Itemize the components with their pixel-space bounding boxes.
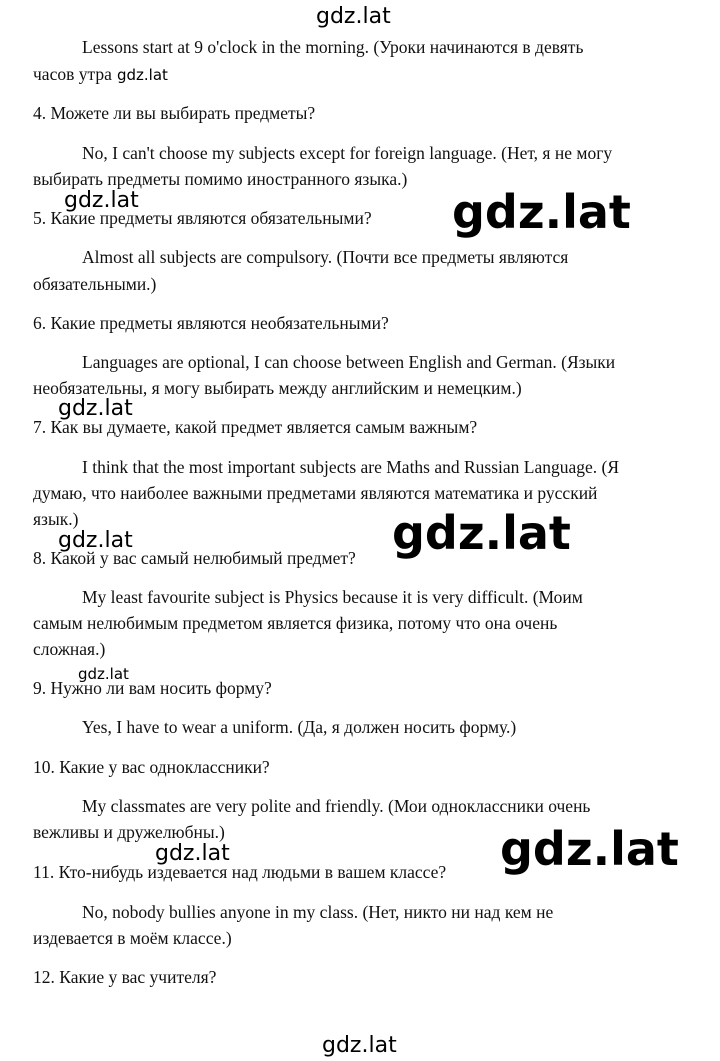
- inline-watermark: gdz.lat: [58, 396, 133, 421]
- large-watermark: gdz.lat: [452, 185, 631, 239]
- answer-line: вежливы и дружелюбны.): [33, 822, 225, 842]
- large-watermark: gdz.lat: [392, 506, 571, 560]
- large-watermark: gdz.lat: [500, 822, 679, 876]
- question-line: 10. Какие у вас одноклассники?: [33, 757, 270, 777]
- answer-line: издевается в моём классе.): [33, 928, 232, 948]
- answer-line: необязательны, я могу выбирать между английским и немецким.): [33, 378, 522, 398]
- answer-line: часов утра: [33, 64, 112, 84]
- answer-line: I think that the most important subjects are Maths and Russian Language. (Я: [82, 457, 620, 477]
- answer-line: Lessons start at 9 o'clock in the morning. (Уроки начинаются в девять: [82, 37, 584, 57]
- inline-watermark: gdz.lat: [155, 841, 230, 866]
- answer-line: Languages are optional, I can choose between English and German. (Языки: [82, 352, 616, 372]
- inline-watermark: gdz.lat: [58, 528, 133, 553]
- question-line: 12. Какие у вас учителя?: [33, 967, 217, 987]
- question-line: 9. Нужно ли вам носить форму?: [33, 678, 272, 698]
- answer-line: выбирать предметы помимо иностранного языка.): [33, 169, 408, 189]
- answer-line: самым нелюбимым предметом является физика, потому что она очень: [33, 613, 558, 633]
- question-line: 7. Как вы думаете, какой предмет является самым важным?: [33, 417, 478, 437]
- answer-line: Yes, I have to wear a uniform. (Да, я должен носить форму.): [82, 717, 517, 737]
- inline-watermark: gdz.lat: [117, 66, 168, 84]
- answer-line: My classmates are very polite and friendly. (Мои одноклассники очень: [82, 796, 591, 816]
- inline-watermark: gdz.lat: [78, 665, 129, 683]
- answer-line: язык.): [33, 509, 79, 529]
- answer-line: My least favourite subject is Physics because it is very difficult. (Моим: [82, 587, 583, 607]
- footer-watermark: gdz.lat: [322, 1033, 397, 1058]
- answer-line: No, nobody bullies anyone in my class. (Нет, никто ни над кем не: [82, 902, 554, 922]
- question-line: 4. Можете ли вы выбирать предметы?: [33, 103, 316, 123]
- question-line: 6. Какие предметы являются необязательными?: [33, 313, 389, 333]
- header-watermark: gdz.lat: [316, 4, 391, 29]
- inline-watermark: gdz.lat: [64, 188, 139, 213]
- question-line: 5. Какие предметы являются обязательными?: [33, 208, 372, 228]
- answer-line: обязательными.): [33, 274, 157, 294]
- answer-line: No, I can't choose my subjects except for foreign language. (Нет, я не могу: [82, 143, 613, 163]
- question-line: 11. Кто-нибудь издевается над людьми в вашем классе?: [33, 862, 447, 882]
- answer-line: Almost all subjects are compulsory. (Почти все предметы являются: [82, 247, 569, 267]
- answer-line: сложная.): [33, 639, 106, 659]
- question-line: 8. Какой у вас самый нелюбимый предмет?: [33, 548, 356, 568]
- answer-line: думаю, что наиболее важными предметами являются математика и русский: [33, 483, 598, 503]
